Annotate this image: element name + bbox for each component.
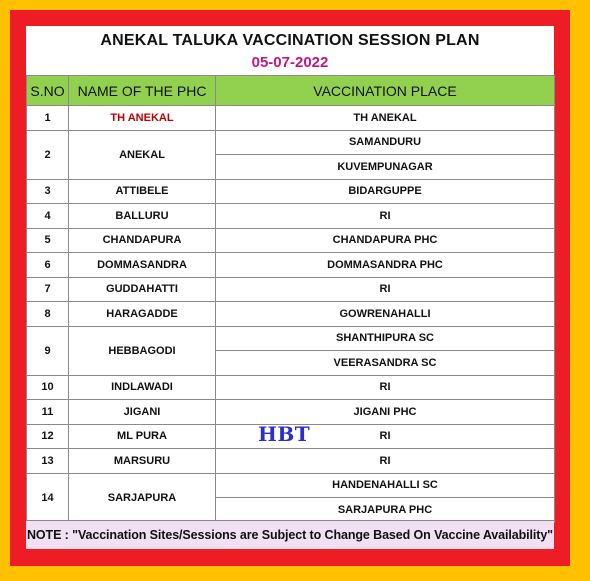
plan-date: 05-07-2022 xyxy=(251,54,329,71)
table-row xyxy=(27,253,555,278)
hbt-watermark: HBT xyxy=(258,422,311,446)
availability-note: NOTE : "Vaccination Sites/Sessions are Subject to Change Based On Vaccine Availability" xyxy=(26,520,554,549)
phc-name-cell: DOMMASANDRA xyxy=(69,253,216,278)
sno-cell: 13 xyxy=(27,449,69,474)
table-row xyxy=(27,228,555,253)
sno-cell: 11 xyxy=(27,400,69,425)
sno-cell: 10 xyxy=(27,375,69,400)
table-row xyxy=(27,326,555,351)
phc-name-cell: ANEKAL xyxy=(69,130,216,179)
phc-name-cell: JIGANI xyxy=(69,400,216,425)
column-header-place: VACCINATION PLACE xyxy=(216,76,555,106)
phc-name-cell: ATTIBELE xyxy=(69,179,216,204)
phc-name-cell: BALLURU xyxy=(69,204,216,229)
sno-cell: 2 xyxy=(27,130,69,179)
phc-name-cell: ML PURA xyxy=(69,424,216,449)
phc-name-cell: HARAGADDE xyxy=(69,302,216,327)
vaccination-place-cell: SARJAPURA PHC xyxy=(216,498,555,523)
column-header-phc: NAME OF THE PHC xyxy=(69,76,216,106)
vaccination-place-cell: BIDARGUPPE xyxy=(216,179,555,204)
page-title: ANEKAL TALUKA VACCINATION SESSION PLAN xyxy=(100,32,480,49)
vaccination-place-cell: JIGANI PHC xyxy=(216,400,555,425)
session-table xyxy=(26,75,555,523)
vaccination-place-cell: SHANTHIPURA SC xyxy=(216,326,555,351)
vaccination-place-cell: VEERASANDRA SC xyxy=(216,351,555,376)
sno-cell: 14 xyxy=(27,473,69,522)
vaccination-place-cell: SAMANDURU xyxy=(216,130,555,155)
phc-name-cell: GUDDAHATTI xyxy=(69,277,216,302)
phc-name-cell: CHANDAPURA xyxy=(69,228,216,253)
phc-name-cell: TH ANEKAL xyxy=(69,106,216,131)
table-row xyxy=(27,449,555,474)
phc-name-cell: SARJAPURA xyxy=(69,473,216,522)
sno-cell: 4 xyxy=(27,204,69,229)
table-row xyxy=(27,204,555,229)
table-row xyxy=(27,277,555,302)
vaccination-place-cell: RI xyxy=(216,375,555,400)
vaccination-place-cell: HANDENAHALLI SC xyxy=(216,473,555,498)
table-row xyxy=(27,400,555,425)
vaccination-place-cell: CHANDAPURA PHC xyxy=(216,228,555,253)
table-body xyxy=(27,106,555,523)
table-header-row xyxy=(27,76,555,106)
vaccination-place-cell: KUVEMPUNAGAR xyxy=(216,155,555,180)
table-row xyxy=(27,375,555,400)
sno-cell: 3 xyxy=(27,179,69,204)
table-row xyxy=(27,106,555,131)
vaccination-place-cell: RI xyxy=(216,449,555,474)
sno-cell: 6 xyxy=(27,253,69,278)
phc-name-cell: INDLAWADI xyxy=(69,375,216,400)
column-header-sno: S.NO xyxy=(27,76,69,106)
table-row xyxy=(27,302,555,327)
sno-cell: 7 xyxy=(27,277,69,302)
sno-cell: 8 xyxy=(27,302,69,327)
vaccination-place-cell: TH ANEKAL xyxy=(216,106,555,131)
table-row xyxy=(27,179,555,204)
sno-cell: 1 xyxy=(27,106,69,131)
sno-cell: 5 xyxy=(27,228,69,253)
vaccination-place-cell: GOWRENAHALLI xyxy=(216,302,555,327)
vaccination-place-cell: DOMMASANDRA PHC xyxy=(216,253,555,278)
phc-name-cell: MARSURU xyxy=(69,449,216,474)
sno-cell: 9 xyxy=(27,326,69,375)
vaccination-place-cell: RI xyxy=(216,204,555,229)
vaccination-place-cell: RI xyxy=(216,277,555,302)
sno-cell: 12 xyxy=(27,424,69,449)
table-row xyxy=(27,130,555,155)
session-plan-sheet xyxy=(26,26,554,548)
vaccination-place-cell: RI xyxy=(216,424,555,449)
table-row xyxy=(27,473,555,498)
phc-name-cell: HEBBAGODI xyxy=(69,326,216,375)
